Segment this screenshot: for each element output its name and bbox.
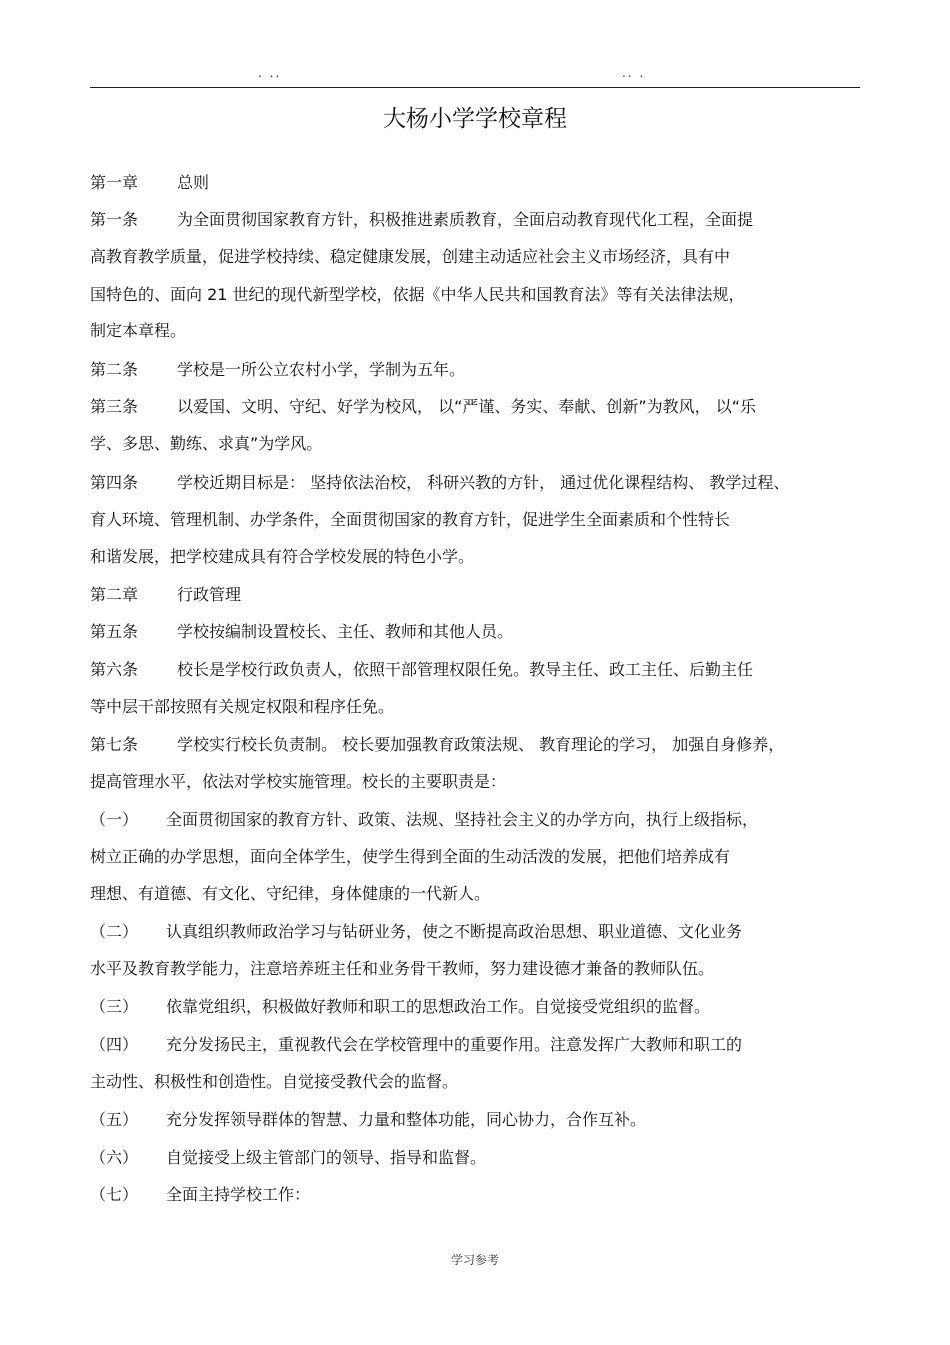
item-label: （三）: [90, 997, 139, 1016]
item-text: 自觉接受上级主管部门的领导、指导和监督。: [166, 1148, 487, 1167]
item-1-line-2: 树立正确的办学思想，面向全体学生，使学生得到全面的生动活泼的发展，把他们培养成有: [90, 847, 731, 866]
article-6-line-2: 等中层干部按照有关规定权限和程序任免。: [90, 697, 395, 716]
document-title: 大杨小学学校章程: [383, 106, 567, 132]
article-label: 第三条: [90, 397, 139, 416]
article-1-line-4: 制定本章程。: [90, 321, 187, 340]
article-1-line-1: [90, 210, 753, 230]
article-1-line-2: 高教育教学质量，促进学校持续、稳定健康发展，创建主动适应社会主义市场经济，具有中: [90, 247, 731, 266]
item-6-line-1: [90, 1148, 486, 1168]
article-text: 为全面贯彻国家教育方针，积极推进素质教育，全面启动教育现代化工程，全面提: [177, 210, 754, 229]
article-4-line-1: [90, 473, 789, 493]
item-label: （一）: [90, 810, 139, 829]
item-5-line-1: [90, 1110, 646, 1130]
article-label: 第五条: [90, 622, 139, 641]
item-text: 充分发挥领导群体的智慧、力量和整体功能，同心协力，合作互补。: [166, 1110, 647, 1129]
article-5-line-1: [90, 622, 513, 642]
item-2-line-1: [90, 922, 742, 942]
item-label: （六）: [90, 1148, 139, 1167]
chapter-title: 总则: [177, 173, 210, 192]
item-2-line-2: 水平及教育教学能力，注意培养班主任和业务骨干教师，努力建设德才兼备的教师队伍。: [90, 959, 715, 978]
article-text: 学校是一所公立农村小学，学制为五年。: [177, 360, 466, 379]
item-3-line-1: [90, 997, 710, 1017]
header-dots-right: .. .: [622, 66, 646, 80]
article-text: 以爱国、文明、守纪、好学为校风， 以“严谨、务实、奉献、创新”为教风， 以“乐: [177, 397, 757, 416]
article-7-line-2: 提高管理水平，依法对学校实施管理。校长的主要职责是：: [90, 772, 507, 791]
item-1-line-1: [90, 810, 758, 830]
chapter-label: 第二章: [90, 585, 139, 604]
chapter-label: 第一章: [90, 173, 139, 192]
article-label: 第四条: [90, 473, 139, 492]
item-label: （七）: [90, 1185, 139, 1204]
article-4-line-2: 育人环境、管理机制、办学条件，全面贯彻国家的教育方针，促进学生全面素质和个性特长: [90, 510, 731, 529]
article-text: 学校近期目标是： 坚持依法治校， 科研兴教的方针， 通过优化课程结构、 教学过程、: [177, 473, 790, 492]
item-4-line-2: 主动性、积极性和创造性。自觉接受教代会的监督。: [90, 1072, 459, 1091]
article-label: 第六条: [90, 660, 139, 679]
article-label: 第二条: [90, 360, 139, 379]
article-label: 第一条: [90, 210, 139, 229]
item-label: （四）: [90, 1035, 139, 1054]
article-6-line-1: [90, 660, 753, 680]
item-text: 全面贯彻国家的教育方针、政策、法规、坚持社会主义的办学方向，执行上级指标，: [166, 810, 759, 829]
item-7-line-1: [90, 1185, 310, 1205]
chapter-title: 行政管理: [177, 585, 242, 604]
item-text: 认真组织教师政治学习与钻研业务，使之不断提高政治思想、职业道德、文化业务: [166, 922, 743, 941]
item-label: （二）: [90, 922, 139, 941]
article-3-line-1: [90, 397, 756, 417]
article-text: 学校实行校长负责制。 校长要加强教育政策法规、 教育理论的学习， 加强自身修养，: [177, 735, 785, 754]
page-footer: 学习参考: [450, 1253, 499, 1267]
article-label: 第七条: [90, 735, 139, 754]
item-4-line-1: [90, 1035, 742, 1055]
chapter-1-heading: [90, 173, 209, 193]
item-1-line-3: 理想、有道德、有文化、守纪律，身体健康的一代新人。: [90, 884, 491, 903]
chapter-2-heading: [90, 585, 241, 605]
item-text: 充分发扬民主，重视教代会在学校管理中的重要作用。注意发挥广大教师和职工的: [166, 1035, 743, 1054]
item-text: 全面主持学校工作：: [166, 1185, 311, 1204]
article-1-line-3: 国特色的、面向 21 世纪的现代新型学校，依据《中华人民共和国教育法》等有关法律法规，: [90, 285, 745, 304]
article-7-line-1: [90, 735, 784, 755]
header-dots-left: . ..: [258, 66, 282, 80]
item-label: （五）: [90, 1110, 139, 1129]
item-text: 依靠党组织，积极做好教师和职工的思想政治工作。自觉接受党组织的监督。: [166, 997, 711, 1016]
article-4-line-3: 和谐发展，把学校建成具有符合学校发展的特色小学。: [90, 547, 475, 566]
article-text: 校长是学校行政负责人，依照干部管理权限任免。教导主任、政工主任、后勤主任: [177, 660, 754, 679]
article-2-line-1: [90, 360, 465, 380]
article-3-line-2: 学、多思、勤练、求真”为学风。: [90, 434, 323, 453]
article-text: 学校按编制设置校长、主任、教师和其他人员。: [177, 622, 514, 641]
header-rule: [90, 87, 860, 88]
